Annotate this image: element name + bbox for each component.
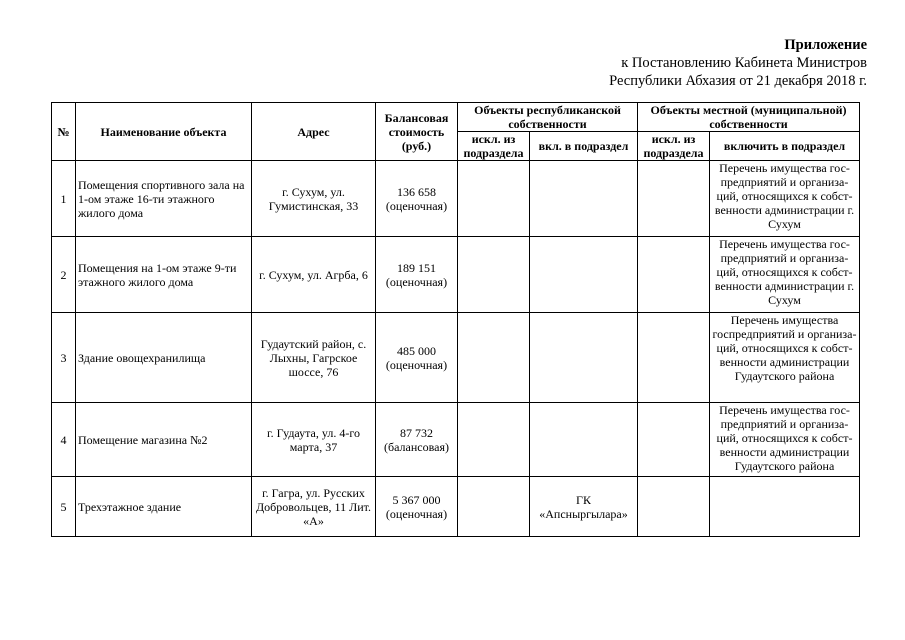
- row-rep-exclude: [458, 313, 530, 403]
- row-num: 2: [52, 237, 76, 313]
- row-cost-note: (оценочная): [385, 274, 448, 289]
- header-rep-include: вкл. в подраздел: [530, 132, 638, 161]
- row-address: Гудаутский район, с. Лыхны, Гагрское шоссе, 76: [252, 313, 376, 403]
- row-address: г. Гудаута, ул. 4-го марта, 37: [252, 403, 376, 477]
- row-cost: [376, 161, 458, 237]
- row-rep-exclude: [458, 237, 530, 313]
- row-loc-include: Перечень имущества гос-предприятий и организа-ций, относящихся к собст-венности администрации г. Сухум: [710, 237, 860, 313]
- header-name: Наименование объекта: [76, 103, 252, 161]
- appendix-subtitle-line1: к Постановлению Кабинета Министров: [621, 55, 867, 71]
- header-cost: Балансовая стоимость (руб.): [376, 103, 458, 161]
- row-cost-value: 87 732: [400, 425, 433, 440]
- row-loc-include: [710, 477, 860, 537]
- row-rep-include: [530, 161, 638, 237]
- header-loc-exclude: искл. из подраздела: [638, 132, 710, 161]
- row-loc-exclude: [638, 237, 710, 313]
- row-cost-value: 485 000: [397, 343, 436, 358]
- row-num: 4: [52, 403, 76, 477]
- row-cost-note: (оценочная): [385, 198, 448, 213]
- row-loc-exclude: [638, 477, 710, 537]
- row-loc-include: Перечень имущества гос-предприятий и организа-ций, относящихся к собст-венности администрации г. Сухум: [710, 161, 860, 237]
- row-loc-exclude: [638, 161, 710, 237]
- row-address: г. Гагра, ул. Русских Добровольцев, 11 Лит. «А»: [252, 477, 376, 537]
- header-num: №: [52, 103, 76, 161]
- header-republic-group: Объекты республиканской собственности: [458, 103, 638, 132]
- row-rep-exclude: [458, 403, 530, 477]
- row-cost: [376, 313, 458, 403]
- property-table: [51, 102, 860, 537]
- table-row: [52, 161, 860, 237]
- row-rep-include: ГК «Апсныргылара»: [530, 477, 638, 537]
- row-name: Помещения на 1-ом этаже 9-ти этажного жилого дома: [76, 237, 252, 313]
- row-rep-include: [530, 403, 638, 477]
- row-loc-include: Перечень имущества госпредприятий и организа-ций, относящихся к собст-венности администрации Гудаутского района: [710, 313, 860, 403]
- row-cost: [376, 477, 458, 537]
- row-loc-exclude: [638, 313, 710, 403]
- row-loc-exclude: [638, 403, 710, 477]
- row-rep-exclude: [458, 161, 530, 237]
- table-row: [52, 477, 860, 537]
- row-rep-exclude: [458, 477, 530, 537]
- row-rep-include: [530, 237, 638, 313]
- header-local-group: Объекты местной (муниципальной) собственности: [638, 103, 860, 132]
- row-num: 3: [52, 313, 76, 403]
- row-num: 5: [52, 477, 76, 537]
- appendix-title: Приложение: [784, 37, 867, 53]
- header-address: Адрес: [252, 103, 376, 161]
- row-address: г. Сухум, ул. Гумистинская, 33: [252, 161, 376, 237]
- header-loc-include: включить в подраздел: [710, 132, 860, 161]
- row-cost: [376, 237, 458, 313]
- row-name: Здание овощехранилища: [76, 313, 252, 403]
- header-rep-exclude: искл. из подраздела: [458, 132, 530, 161]
- row-address: г. Сухум, ул. Агрба, 6: [252, 237, 376, 313]
- table-row: [52, 403, 860, 477]
- document-header: [609, 36, 867, 90]
- row-loc-include: Перечень имущества гос-предприятий и организа-ций, относящихся к собст-венности администрации Гудаутского района: [710, 403, 860, 477]
- row-cost-value: 5 367 000: [392, 492, 441, 507]
- row-name: Помещения спортивного зала на 1-ом этаже 16-ти этажного жилого дома: [76, 161, 252, 237]
- row-rep-include: [530, 313, 638, 403]
- row-cost-value: 136 658: [397, 184, 436, 199]
- row-num: 1: [52, 161, 76, 237]
- table-row: [52, 237, 860, 313]
- row-name: Трехэтажное здание: [76, 477, 252, 537]
- row-name: Помещение магазина №2: [76, 403, 252, 477]
- row-cost-note: (оценочная): [385, 506, 448, 521]
- row-cost-value: 189 151: [397, 260, 436, 275]
- appendix-subtitle-line2: Республики Абхазия от 21 декабря 2018 г.: [609, 73, 867, 89]
- row-cost-note: (балансовая): [384, 439, 449, 454]
- row-cost-note: (оценочная): [385, 357, 448, 372]
- row-cost: [376, 403, 458, 477]
- table-row: [52, 313, 860, 403]
